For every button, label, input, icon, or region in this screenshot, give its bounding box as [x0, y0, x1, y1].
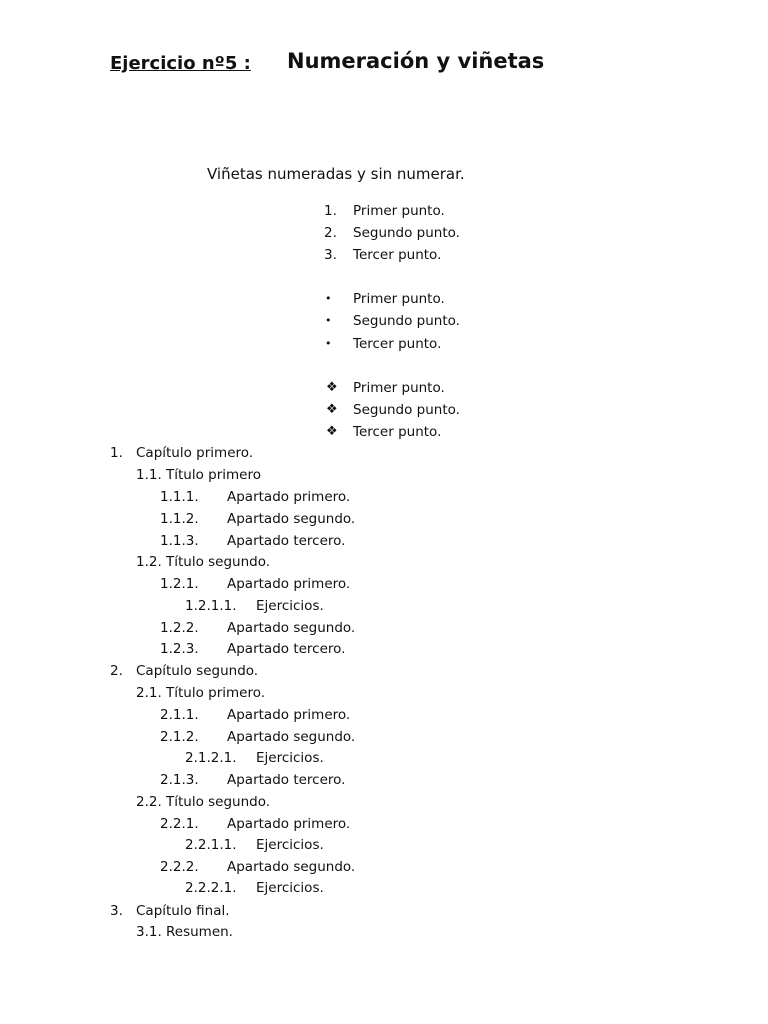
- outline-text: Apartado primero.: [227, 707, 351, 723]
- outline-text: Capítulo final.: [136, 903, 230, 919]
- outline-number: 3.1.: [136, 924, 162, 940]
- outline-text: Apartado tercero.: [227, 772, 346, 788]
- outline-number: 1.1.3.: [160, 533, 199, 549]
- outline-text: Capítulo segundo.: [136, 663, 259, 679]
- list-item-text: Primer punto.: [353, 380, 445, 396]
- list-item-text: Primer punto.: [353, 291, 445, 307]
- outline-number: 2.1.3.: [160, 772, 199, 788]
- outline-number: 1.1.: [136, 467, 162, 483]
- outline-text: Apartado tercero.: [227, 533, 346, 549]
- bullet-icon: •: [325, 292, 332, 305]
- list-number: 2.: [324, 225, 337, 241]
- outline-text: Título primero.: [166, 685, 266, 701]
- list-item-text: Primer punto.: [353, 203, 445, 219]
- outline-text: Resumen.: [166, 924, 233, 940]
- outline-text: Apartado segundo.: [227, 859, 356, 875]
- outline-number: 1.: [110, 445, 123, 461]
- outline-number: 1.2.1.1.: [185, 598, 237, 614]
- outline-text: Apartado primero.: [227, 816, 351, 832]
- outline-text: Apartado primero.: [227, 576, 351, 592]
- outline-text: Título primero: [166, 467, 261, 483]
- bullet-icon: •: [325, 337, 332, 350]
- list-item-text: Segundo punto.: [353, 313, 460, 329]
- list-number: 1.: [324, 203, 337, 219]
- list-item-text: Tercer punto.: [353, 336, 442, 352]
- outline-text: Título segundo.: [166, 554, 271, 570]
- page-title: Numeración y viñetas: [287, 49, 545, 73]
- outline-text: Apartado segundo.: [227, 729, 356, 745]
- outline-text: Apartado segundo.: [227, 620, 356, 636]
- outline-number: 2.2.: [136, 794, 162, 810]
- outline-text: Apartado segundo.: [227, 511, 356, 527]
- outline-text: Ejercicios.: [256, 750, 324, 766]
- outline-number: 2.1.: [136, 685, 162, 701]
- outline-number: 2.2.1.: [160, 816, 199, 832]
- outline-text: Apartado primero.: [227, 489, 351, 505]
- list-item-text: Tercer punto.: [353, 247, 442, 263]
- outline-number: 2.2.1.1.: [185, 837, 237, 853]
- outline-number: 3.: [110, 903, 123, 919]
- outline-number: 2.2.2.: [160, 859, 199, 875]
- outline-number: 1.2.: [136, 554, 162, 570]
- outline-number: 1.2.1.: [160, 576, 199, 592]
- diamond-bullet-icon: ❖: [326, 402, 338, 417]
- outline-text: Título segundo.: [166, 794, 271, 810]
- list-number: 3.: [324, 247, 337, 263]
- bullet-icon: •: [325, 314, 332, 327]
- exercise-label: Ejercicio nº5 :: [110, 53, 251, 74]
- outline-text: Ejercicios.: [256, 837, 324, 853]
- outline-number: 2.: [110, 663, 123, 679]
- outline-number: 2.1.2.: [160, 729, 199, 745]
- list-item-text: Tercer punto.: [353, 424, 442, 440]
- outline-number: 1.2.2.: [160, 620, 199, 636]
- outline-number: 1.1.2.: [160, 511, 199, 527]
- outline-number: 1.1.1.: [160, 489, 199, 505]
- outline-text: Capítulo primero.: [136, 445, 254, 461]
- list-item-text: Segundo punto.: [353, 402, 460, 418]
- outline-number: 2.1.1.: [160, 707, 199, 723]
- subtitle: Viñetas numeradas y sin numerar.: [207, 165, 465, 183]
- diamond-bullet-icon: ❖: [326, 380, 338, 395]
- diamond-bullet-icon: ❖: [326, 424, 338, 439]
- outline-text: Ejercicios.: [256, 598, 324, 614]
- list-item-text: Segundo punto.: [353, 225, 460, 241]
- outline-number: 2.1.2.1.: [185, 750, 237, 766]
- outline-text: Ejercicios.: [256, 880, 324, 896]
- outline-number: 2.2.2.1.: [185, 880, 237, 896]
- outline-text: Apartado tercero.: [227, 641, 346, 657]
- outline-number: 1.2.3.: [160, 641, 199, 657]
